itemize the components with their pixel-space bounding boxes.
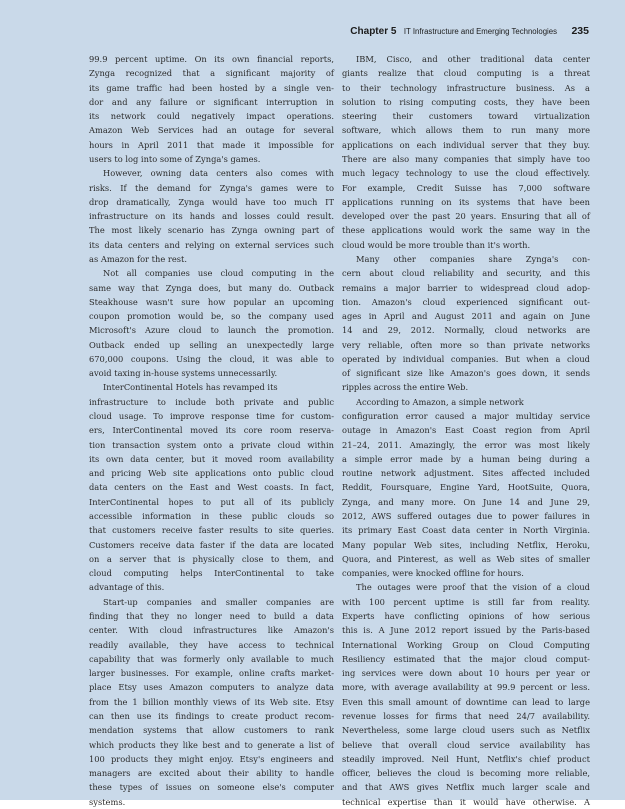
- text-line: coupon promotion would be, so the company used: [89, 311, 334, 322]
- text-line: companies, were knocked offline for hours.: [342, 568, 524, 579]
- text-line: ripples across the entire Web.: [342, 382, 469, 393]
- text-line: center. With cloud infrastructures like Amazon's: [89, 625, 334, 636]
- text-line: on a server that is physically close to them, and: [89, 553, 334, 564]
- page-number: 235: [571, 25, 589, 37]
- text-line: steering their customers toward virtualization: [342, 111, 590, 122]
- text-line: very reliable, often more so than private networks: [342, 339, 590, 350]
- text-line: Many other companies share Zynga's con-: [356, 253, 590, 264]
- text-line: InterContinental Hotels has revamped its: [103, 382, 278, 393]
- text-line: IBM, Cisco, and other traditional data center: [356, 54, 590, 64]
- text-line: The outages were proof that the vision of a cloud: [356, 582, 590, 593]
- text-line: place Etsy uses Amazon computers to analyze data: [89, 682, 334, 693]
- text-line: Customers receive data faster if the data are located: [89, 539, 334, 550]
- running-header: [350, 21, 589, 39]
- text-line: tion transaction system onto a private cloud within: [89, 439, 334, 450]
- text-line: Start-up companies and smaller companies are: [103, 596, 334, 607]
- text-line: ing services were down about 10 hours per year or: [342, 668, 590, 679]
- text-line: Steakhouse wasn't sure how popular an upcoming: [89, 296, 334, 307]
- text-line: software, which allows them to run many more: [342, 125, 590, 136]
- text-line: Nevertheless, some large cloud users such as Netflix: [342, 725, 590, 736]
- text-line: revenue losses for firms that need 24/7 availability.: [342, 710, 590, 721]
- text-line: can then use its findings to create product recom-: [89, 710, 334, 721]
- text-line: same way that Zynga does, but many do. Outback: [89, 282, 334, 293]
- text-line: mendation systems that allow customers to rank: [89, 725, 334, 736]
- text-line: routine network adjustment. Sites affected included: [342, 468, 590, 479]
- text-line: configuration error caused a major multiday service: [342, 411, 590, 422]
- text-line: cloud usage. To improve response time for custom-: [89, 411, 334, 422]
- right-column: [342, 52, 590, 809]
- text-line: officer, believes the cloud is becoming more reliable,: [342, 768, 590, 779]
- text-line: infrastructure to include both private and public: [89, 396, 334, 407]
- text-line: outage in Amazon's East Coast region from April: [342, 425, 590, 436]
- text-line: ages in April and August 2011 and again on June: [342, 311, 590, 322]
- text-line: its primary East Coast data center in North Virginia.: [342, 525, 590, 536]
- text-line: cloud would be more trouble than it's worth.: [342, 239, 531, 250]
- text-line: Resiliency estimated that the major cloud comput-: [342, 653, 590, 664]
- text-line: to their technology infrastructure business. As a: [342, 82, 590, 93]
- text-line: solution to rising computing costs, they have been: [342, 96, 590, 107]
- text-line: technical expertise than it would have otherwise. A: [342, 796, 590, 807]
- text-line: its data centers and relying on external services such: [89, 239, 334, 250]
- text-line: steadily improved. Neil Hunt, Netflix's chief product: [342, 753, 590, 764]
- text-line: Experts have conflicting opinions of how serious: [342, 610, 590, 621]
- text-line: There are also many companies that simply have too: [342, 153, 590, 164]
- text-line: Many popular Web sites, including Netflix, Heroku,: [342, 539, 590, 550]
- text-line: larger businesses. For example, online crafts market-: [89, 668, 334, 679]
- text-line: 100 products they might enjoy. Etsy's engineers and: [89, 753, 334, 764]
- text-line: data centers on the East and West coasts. In fact,: [89, 482, 334, 493]
- text-line: 670,000 coupons. Using the cloud, it was able to: [89, 353, 334, 364]
- text-line: from the 1 billion monthly views of its Web site. Etsy: [89, 696, 334, 707]
- text-line: applications running on its systems that have been: [342, 196, 590, 207]
- text-line: hours in April 2011 that made it impossible for: [89, 139, 334, 150]
- text-line: 21–24, 2011. Amazingly, the error was most likely: [342, 439, 590, 450]
- text-line: much legacy technology to use the cloud effectively.: [342, 168, 590, 179]
- text-line: avoid taxing in-house systems unnecessarily.: [89, 368, 278, 379]
- text-line: which products they like best and to generate a list of: [89, 739, 334, 750]
- chapter-label: Chapter 5: [350, 26, 397, 37]
- left-column: [89, 52, 334, 809]
- text-line: dor and any failure or significant interruption in: [89, 96, 334, 107]
- text-line: 2012, AWS suffered outages due to power failures in: [342, 511, 590, 521]
- text-line: a simple error made by a human being during a: [342, 453, 590, 464]
- text-line: users to log into some of Zynga's games.: [89, 153, 261, 164]
- text-line: capability that was formerly only available to much: [89, 653, 334, 664]
- text-line: Amazon Web Services had an outage for several: [89, 125, 334, 136]
- text-line: readily available, they have access to technical: [89, 639, 334, 650]
- text-line: its game traffic had been hosted by a single ven-: [89, 82, 334, 93]
- text-line: this is. A June 2012 report issued by the Paris-based: [342, 625, 590, 636]
- text-line: ers, InterContinental moved its core room reserva-: [89, 425, 334, 436]
- text-line: Not all companies use cloud computing in the: [103, 268, 334, 279]
- text-line: these types of issues on someone else's computer: [89, 782, 334, 793]
- text-line: with 100 percent uptime is still far from reality.: [342, 596, 590, 607]
- text-line: According to Amazon, a simple network: [356, 396, 524, 407]
- text-line: remains a major barrier to widespread cloud adop-: [342, 282, 590, 293]
- text-line: developed over the past 20 years. Ensuring that all of: [342, 211, 590, 222]
- text-line: accessible information in these public clouds so: [89, 511, 334, 521]
- text-line: risks. If the demand for Zynga's games were to: [89, 182, 334, 193]
- text-line: Zynga recognized that a significant majority of: [89, 68, 334, 79]
- text-line: Zynga, and many more. On June 14 and June 29,: [342, 496, 590, 507]
- text-line: Reddit, Foursquare, Engine Yard, HootSuite, Quora,: [342, 482, 590, 493]
- text-line: 99.9 percent uptime. On its own financial reports,: [89, 54, 334, 64]
- text-line: more, with average availability at 99.9 percent or less.: [342, 682, 590, 693]
- text-line: advantage of this.: [89, 582, 165, 593]
- text-line: Microsoft's Azure cloud to launch the promotion.: [89, 325, 334, 336]
- text-line: finding that they no longer need to build a data: [89, 610, 334, 621]
- text-line: cloud computing helps InterContinental to take: [89, 568, 334, 579]
- text-line: However, owning data centers also comes with: [103, 168, 334, 179]
- text-line: giants realize that cloud computing is a threat: [342, 68, 590, 79]
- text-line: The most likely scenario has Zynga owning part of: [89, 225, 334, 236]
- text-line: these applications would work the same way in the: [342, 225, 590, 236]
- text-line: its own data center, but it moved room availability: [89, 453, 334, 464]
- text-line: cern about cloud reliability and security, and this: [342, 268, 590, 279]
- text-line: Quora, and Pinterest, as well as Web sites of smaller: [342, 553, 590, 564]
- text-line: infrastructure on its hands and losses could result.: [89, 211, 334, 222]
- text-line: applications on each individual server that they buy.: [342, 139, 590, 150]
- text-line: that customers receive faster results to site queries.: [89, 525, 334, 536]
- text-line: as Amazon for the rest.: [89, 253, 187, 264]
- text-line: of significant size like Amazon's goes down, it sends: [342, 368, 590, 379]
- text-line: systems.: [89, 796, 126, 807]
- text-line: Outback ended up selling an unexpectedly large: [89, 339, 334, 350]
- text-line: 14 and 29, 2012. Normally, cloud networks are: [342, 325, 590, 336]
- chapter-title: IT Infrastructure and Emerging Technologies: [403, 27, 558, 36]
- text-line: operated by individual companies. But when a cloud: [342, 353, 590, 364]
- text-line: InterContinental hopes to put all of its publicly: [89, 496, 334, 507]
- text-line: and that AWS gives Netflix much larger scale and: [342, 782, 590, 793]
- text-line: International Working Group on Cloud Computing: [342, 639, 590, 650]
- text-line: Even this small amount of downtime can lead to large: [342, 696, 590, 707]
- text-line: tion. Amazon's cloud experienced significant out-: [342, 296, 590, 307]
- text-line: For example, Credit Suisse has 7,000 software: [342, 182, 590, 193]
- text-line: and pricing Web site applications onto public cloud: [89, 468, 334, 479]
- text-line: believe that overall cloud service availability has: [342, 739, 590, 750]
- text-line: its network could negatively impact operations.: [89, 111, 334, 122]
- text-line: managers are excited about their ability to handle: [89, 768, 334, 779]
- text-line: drop dramatically, Zynga would have too much IT: [89, 196, 334, 207]
